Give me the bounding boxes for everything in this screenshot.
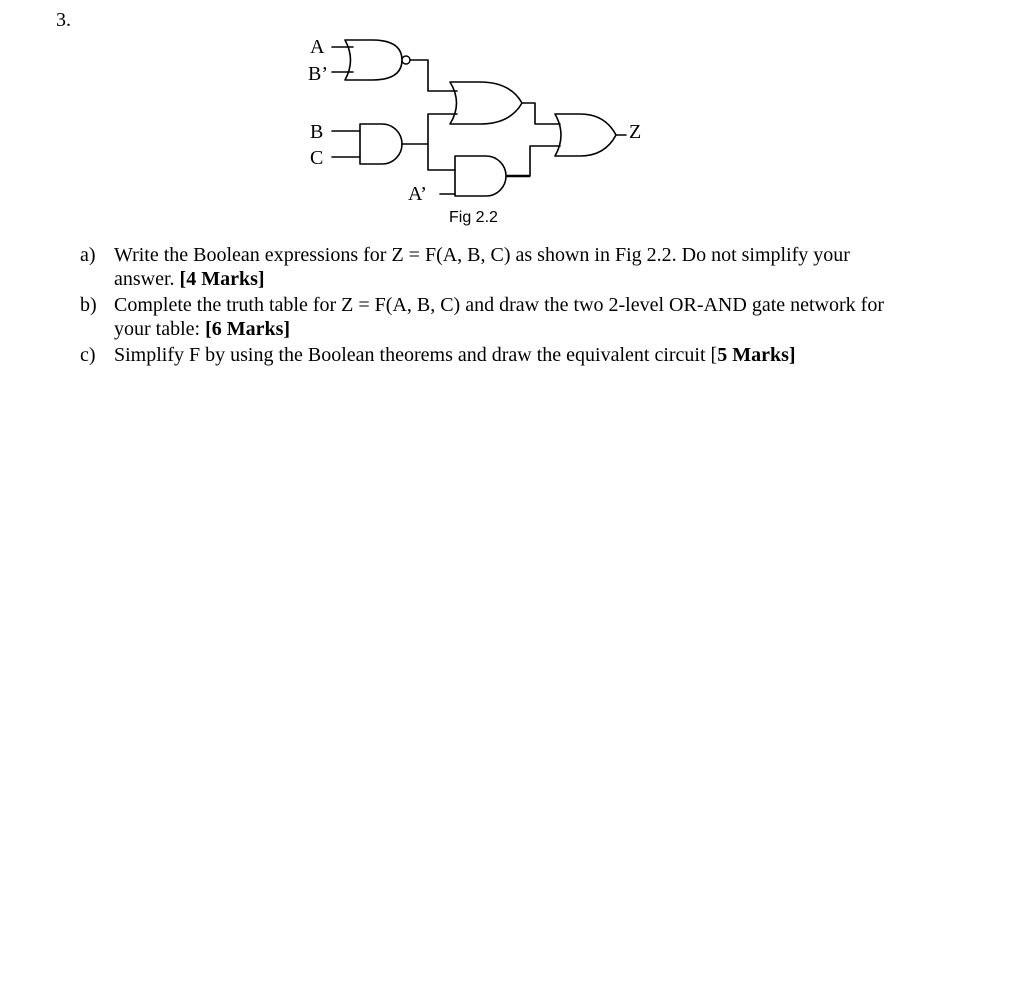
and-gate-2 bbox=[360, 124, 402, 164]
and-gate-4 bbox=[455, 156, 506, 196]
input-label-b: B bbox=[310, 121, 324, 143]
input-label-a: A bbox=[310, 36, 325, 58]
question-number: 3. bbox=[56, 9, 71, 31]
input-label-c: C bbox=[310, 147, 324, 169]
question-b-marks: [6 Marks] bbox=[205, 318, 291, 340]
nand-gate-1 bbox=[345, 40, 402, 80]
figure-caption: Fig 2.2 bbox=[449, 209, 498, 226]
wire-or3-out bbox=[522, 103, 560, 124]
nand-bubble bbox=[402, 56, 410, 64]
question-a-label: a) bbox=[80, 244, 96, 266]
input-label-a-prime: A’ bbox=[408, 183, 427, 205]
or-gate-output bbox=[555, 114, 616, 156]
question-b-text: Complete the truth table for Z = F(A, B, C) and draw the two 2-level OR-AND gate network for your table: bbox=[114, 294, 884, 340]
output-label-z: Z bbox=[629, 121, 642, 143]
or-gate-3 bbox=[450, 82, 522, 124]
question-list bbox=[80, 243, 900, 369]
wire-nand-out bbox=[410, 60, 457, 91]
question-a bbox=[80, 243, 900, 291]
question-a-marks: [4 Marks] bbox=[179, 268, 265, 290]
question-a-text: Write the Boolean expressions for Z = F(A, B, C) as shown in Fig 2.2. Do not simplify your answer. bbox=[114, 244, 850, 290]
question-c-label: c) bbox=[80, 344, 96, 366]
logic-circuit-diagram bbox=[300, 30, 660, 210]
wire-and2-out bbox=[402, 114, 457, 144]
wire-and2-branch bbox=[428, 144, 455, 170]
question-b-label: b) bbox=[80, 294, 97, 316]
question-c-text: Simplify F by using the Boolean theorems and draw the equivalent circuit [ bbox=[114, 344, 718, 366]
question-b bbox=[80, 293, 900, 341]
question-c-marks: 5 Marks] bbox=[717, 344, 796, 366]
wire-and4-up bbox=[530, 146, 560, 176]
question-c bbox=[80, 343, 900, 367]
input-label-b-prime: B’ bbox=[308, 63, 328, 85]
